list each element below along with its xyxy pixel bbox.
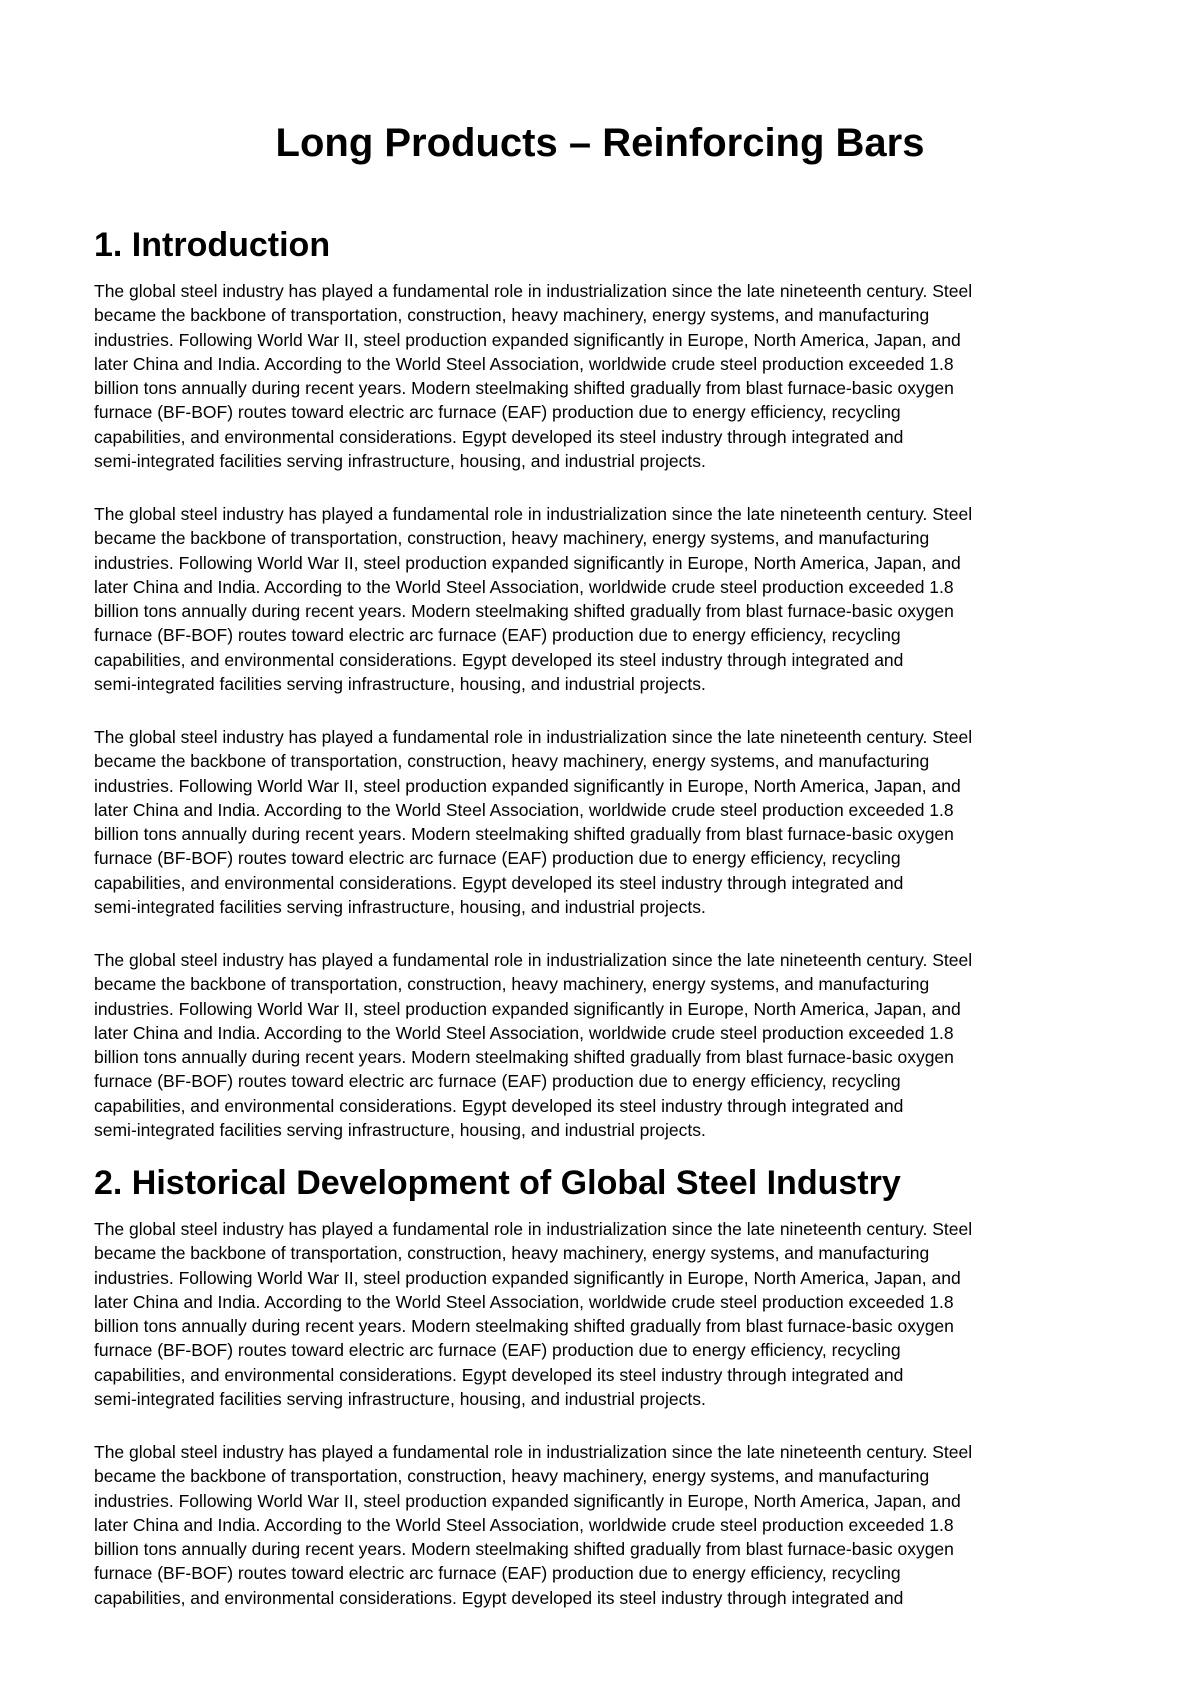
text-line: furnace (BF-BOF) routes toward electric arc furnace (EAF) production due to energy efficiency, recycling (94, 1563, 901, 1584)
text-line: furnace (BF-BOF) routes toward electric arc furnace (EAF) production due to energy efficiency, recycling (94, 1340, 901, 1361)
text-line: furnace (BF-BOF) routes toward electric arc furnace (EAF) production due to energy efficiency, recycling (94, 1071, 901, 1092)
text-line: billion tons annually during recent years. Modern steelmaking shifted gradually from blast furnace-basic oxygen (94, 1316, 954, 1337)
document-title: Long Products – Reinforcing Bars (275, 121, 925, 165)
paragraph (94, 502, 1124, 696)
text-line: became the backbone of transportation, construction, heavy machinery, energy systems, and manufacturing (94, 1243, 930, 1264)
text-line: The global steel industry has played a fundamental role in industrialization since the late nineteenth century. Steel (94, 950, 973, 970)
section-heading-historical-development: 2. Historical Development of Global Steel Industry (94, 1164, 901, 1202)
text-line: semi-integrated facilities serving infrastructure, housing, and industrial projects. (94, 674, 706, 695)
text-line: furnace (BF-BOF) routes toward electric arc furnace (EAF) production due to energy efficiency, recycling (94, 625, 901, 646)
text-line: The global steel industry has played a fundamental role in industrialization since the late nineteenth century. Steel (94, 727, 973, 747)
text-line: The global steel industry has played a fundamental role in industrialization since the late nineteenth century. Steel (94, 1442, 973, 1462)
text-line: later China and India. According to the World Steel Association, worldwide crude steel production exceeded 1.8 (94, 1291, 954, 1312)
text-line: capabilities, and environmental considerations. Egypt developed its steel industry through integrated and (94, 426, 904, 447)
text-line: capabilities, and environmental considerations. Egypt developed its steel industry through integrated and (94, 1095, 904, 1116)
text-line: became the backbone of transportation, construction, heavy machinery, energy systems, and manufacturing (94, 1466, 930, 1487)
text-line: capabilities, and environmental considerations. Egypt developed its steel industry through integrated and (94, 649, 904, 670)
text-line: industries. Following World War II, steel production expanded significantly in Europe, North America, Japan, and (94, 998, 961, 1019)
text-line: later China and India. According to the World Steel Association, worldwide crude steel production exceeded 1.8 (94, 353, 954, 374)
text-line: later China and India. According to the World Steel Association, worldwide crude steel production exceeded 1.8 (94, 799, 954, 820)
text-line: The global steel industry has played a fundamental role in industrialization since the late nineteenth century. Steel (94, 504, 973, 524)
text-line: capabilities, and environmental considerations. Egypt developed its steel industry through integrated and (94, 1587, 904, 1608)
text-line: industries. Following World War II, steel production expanded significantly in Europe, North America, Japan, and (94, 552, 961, 573)
text-line: The global steel industry has played a fundamental role in industrialization since the late nineteenth century. Steel (94, 1219, 973, 1239)
text-line: billion tons annually during recent years. Modern steelmaking shifted gradually from blast furnace-basic oxygen (94, 378, 954, 399)
text-line: semi-integrated facilities serving infrastructure, housing, and industrial projects. (94, 1389, 706, 1410)
text-line: billion tons annually during recent years. Modern steelmaking shifted gradually from blast furnace-basic oxygen (94, 824, 954, 845)
text-line: furnace (BF-BOF) routes toward electric arc furnace (EAF) production due to energy efficiency, recycling (94, 402, 901, 423)
text-line: semi-integrated facilities serving infrastructure, housing, and industrial projects. (94, 451, 706, 472)
paragraph (94, 1217, 1124, 1411)
text-line: industries. Following World War II, steel production expanded significantly in Europe, North America, Japan, and (94, 775, 961, 796)
text-line: industries. Following World War II, steel production expanded significantly in Europe, North America, Japan, and (94, 1490, 961, 1511)
text-line: became the backbone of transportation, construction, heavy machinery, energy systems, and manufacturing (94, 528, 930, 549)
text-line: industries. Following World War II, steel production expanded significantly in Europe, North America, Japan, and (94, 329, 961, 350)
paragraph (94, 948, 1124, 1142)
text-line: semi-integrated facilities serving infrastructure, housing, and industrial projects. (94, 897, 706, 918)
text-line: billion tons annually during recent years. Modern steelmaking shifted gradually from blast furnace-basic oxygen (94, 601, 954, 622)
text-line: capabilities, and environmental considerations. Egypt developed its steel industry through integrated and (94, 1364, 904, 1385)
section-heading-introduction: 1. Introduction (94, 226, 331, 264)
text-line: became the backbone of transportation, construction, heavy machinery, energy systems, and manufacturing (94, 305, 930, 326)
text-line: semi-integrated facilities serving infrastructure, housing, and industrial projects. (94, 1120, 706, 1141)
text-line: became the backbone of transportation, construction, heavy machinery, energy systems, and manufacturing (94, 751, 930, 772)
text-line: The global steel industry has played a fundamental role in industrialization since the late nineteenth century. Steel (94, 281, 973, 301)
text-line: later China and India. According to the World Steel Association, worldwide crude steel production exceeded 1.8 (94, 576, 954, 597)
paragraph (94, 725, 1124, 919)
text-line: later China and India. According to the World Steel Association, worldwide crude steel production exceeded 1.8 (94, 1514, 954, 1535)
paragraph (94, 1440, 1124, 1610)
text-line: later China and India. According to the World Steel Association, worldwide crude steel production exceeded 1.8 (94, 1022, 954, 1043)
text-line: billion tons annually during recent years. Modern steelmaking shifted gradually from blast furnace-basic oxygen (94, 1047, 954, 1068)
text-line: industries. Following World War II, steel production expanded significantly in Europe, North America, Japan, and (94, 1267, 961, 1288)
text-line: became the backbone of transportation, construction, heavy machinery, energy systems, and manufacturing (94, 974, 930, 995)
paragraph (94, 279, 1124, 473)
text-line: billion tons annually during recent years. Modern steelmaking shifted gradually from blast furnace-basic oxygen (94, 1539, 954, 1560)
text-line: furnace (BF-BOF) routes toward electric arc furnace (EAF) production due to energy efficiency, recycling (94, 848, 901, 869)
text-line: capabilities, and environmental considerations. Egypt developed its steel industry through integrated and (94, 872, 904, 893)
